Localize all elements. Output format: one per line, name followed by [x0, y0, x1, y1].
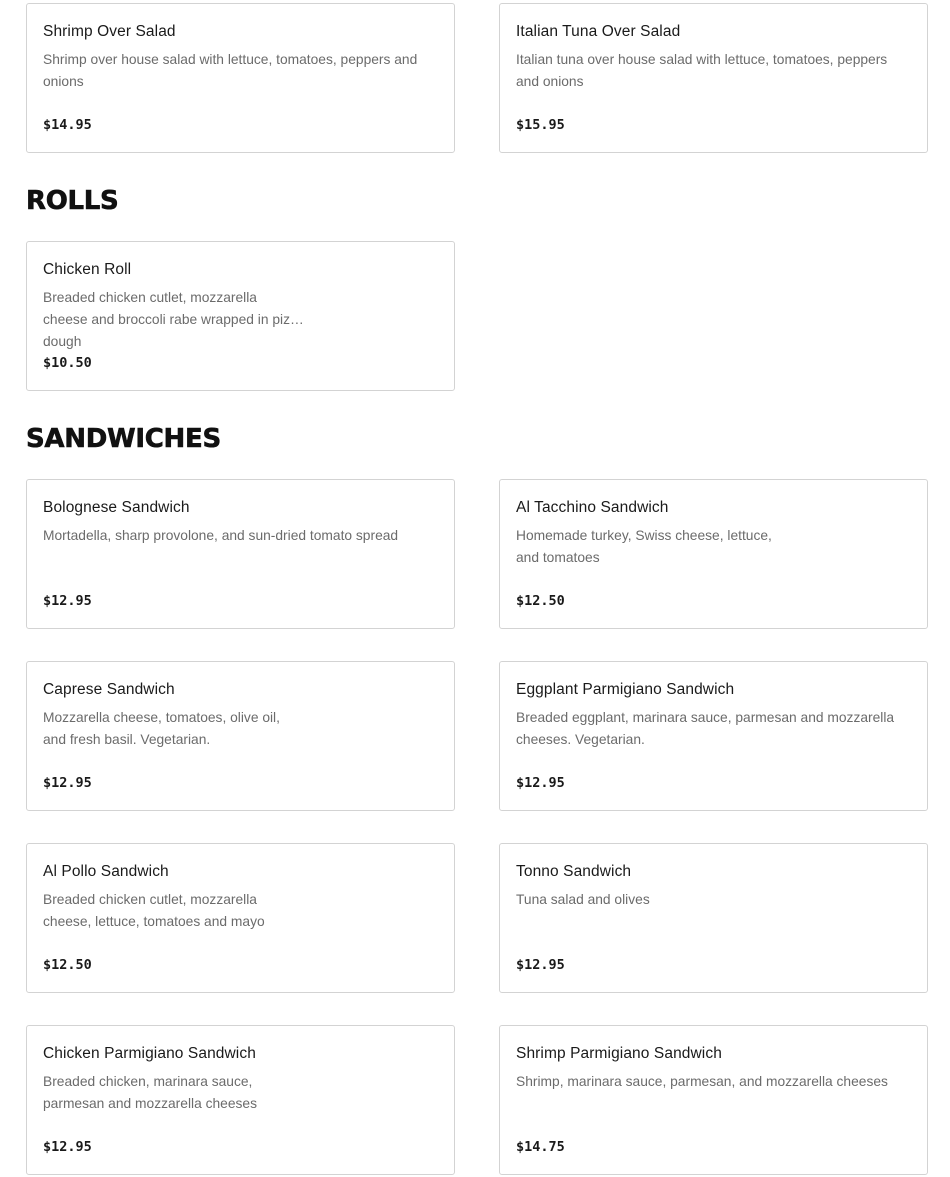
item-name: Shrimp Over Salad [43, 23, 176, 40]
section-title-rolls: ROLLS [26, 186, 119, 216]
item-description: Mortadella, sharp provolone, and sun-dried tomato spread [43, 528, 399, 543]
item-price: $12.95 [43, 775, 92, 791]
item-name: Al Pollo Sandwich [43, 863, 169, 880]
menu-item-card[interactable] [26, 1025, 455, 1175]
item-price: $12.50 [516, 593, 565, 609]
item-price: $10.50 [43, 355, 92, 371]
item-description: Shrimp over house salad with lettuce, tomatoes, peppers and onions [43, 52, 418, 89]
menu-item-card[interactable] [26, 843, 455, 993]
menu-item-card[interactable] [499, 479, 928, 629]
item-price: $12.50 [43, 957, 92, 973]
item-description: Breaded chicken, marinara sauce, parmesan and mozzarella cheeses [43, 1074, 257, 1111]
item-description: Shrimp, marinara sauce, parmesan, and mozzarella cheeses [516, 1074, 888, 1089]
item-description: Breaded chicken cutlet, mozzarella cheese and broccoli rabe wrapped in pizza dough [43, 290, 305, 349]
item-name: Tonno Sandwich [516, 863, 632, 880]
item-name: Bolognese Sandwich [43, 499, 190, 516]
item-price: $14.95 [43, 117, 92, 133]
menu-item-card[interactable] [499, 3, 928, 153]
item-name: Chicken Roll [43, 261, 132, 278]
item-name: Al Tacchino Sandwich [516, 499, 669, 516]
item-description: Tuna salad and olives [516, 892, 650, 907]
item-name: Chicken Parmigiano Sandwich [43, 1045, 256, 1062]
menu-item-card[interactable] [26, 3, 455, 153]
item-name: Caprese Sandwich [43, 681, 175, 698]
menu-item-card[interactable] [26, 661, 455, 811]
item-name: Italian Tuna Over Salad [516, 23, 681, 40]
menu-item-card[interactable] [499, 843, 928, 993]
item-price: $15.95 [516, 117, 565, 133]
item-description: Homemade turkey, Swiss cheese, lettuce, and tomatoes [516, 528, 772, 565]
item-price: $14.75 [516, 1139, 565, 1155]
item-description: Breaded eggplant, marinara sauce, parmesan and mozzarella cheeses. Vegetarian. [516, 710, 895, 747]
menu-item-card[interactable] [26, 479, 455, 629]
item-name: Eggplant Parmigiano Sandwich [516, 681, 735, 698]
item-description: Breaded chicken cutlet, mozzarella cheese, lettuce, tomatoes and mayo [43, 892, 265, 929]
item-price: $12.95 [43, 593, 92, 609]
item-price: $12.95 [516, 957, 565, 973]
section-title-sandwiches: SANDWICHES [26, 424, 221, 454]
item-description: Italian tuna over house salad with lettuce, tomatoes, peppers and onions [516, 52, 888, 89]
item-price: $12.95 [43, 1139, 92, 1155]
item-name: Shrimp Parmigiano Sandwich [516, 1045, 722, 1062]
menu-item-card[interactable] [26, 241, 455, 391]
item-description: Mozzarella cheese, tomatoes, olive oil, and fresh basil. Vegetarian. [43, 710, 280, 747]
menu-item-card[interactable] [499, 1025, 928, 1175]
menu-item-card[interactable] [499, 661, 928, 811]
item-price: $12.95 [516, 775, 565, 791]
